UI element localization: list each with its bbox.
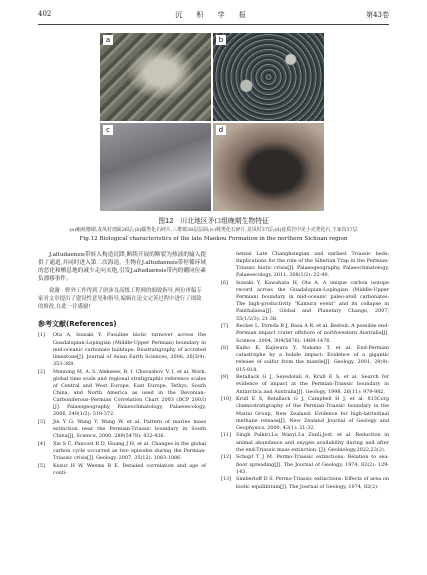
header-rule xyxy=(38,24,389,25)
reference-number: [13] xyxy=(221,476,232,483)
reference-item xyxy=(221,454,389,475)
reference-list-right xyxy=(221,280,389,491)
reference-item xyxy=(38,419,206,440)
reference-number: [12] xyxy=(221,454,232,461)
photo-panel-b xyxy=(213,33,324,121)
reference-item xyxy=(38,369,206,419)
panel-label-a: a xyxy=(103,35,113,45)
reference-text: Krull E S, Retallack G J, Campbell H J, et al. δ13Corg chemostratigraphy of the Permian-Triassic boundary in the Maitai Group, New Zealand: Evidence for high-latitudinal methane release[J]. New Zealand Journal of Geology and Geophysics, 2000, 43(1): 21-32. xyxy=(236,396,389,431)
reference-list-left xyxy=(38,332,206,477)
reference-text: Singh Palkiri,Lu Wanyi,Lu Zunli,Jost, et al. Reduction in animal abundance and oxygen availability during and after the end-Triassic mass extinction. [J]. Geobiology,2022,23(2). xyxy=(236,432,389,453)
panel-label-d: d xyxy=(216,125,226,135)
reference-number: [2] xyxy=(38,368,45,375)
reference-text: Xie S C, Pancost R D, Huang J H, et al. Changes in the global carbon cycle occurred as two episodes during the Permian-Triassic crisis[J]. Geology, 2007, 35(12): 1083-1086. xyxy=(53,440,206,462)
reference-item xyxy=(221,280,389,323)
reference-text: Kozur H W, Weems R E. Detailed correlation and age of conti- xyxy=(53,462,206,476)
reference-item xyxy=(38,463,206,477)
reference-text: Menning M, A. S. Alekseev, B. I. Chuvashov, V. I, et al. Work, global time scale and regional stratigraphic reference scales of Central and West Europe, East Europe, Tethys, South China, and North America as used in the Devonian–Carboniferous–Permian Correlation Chart 2003 (DCP 2003) [J]. Palaeogeography, Palaeoclimatology, Palaeoecology, 2006, 240(1/2): 318-372. xyxy=(53,368,206,418)
acknowledgment: 致谢 野外工作得到了唐沛良高级工程师的细致指导,两位审稿专家对文章提出了建设性意见和指导,编辑在论文完善过程中进行了细致的修改,在此一并感谢! xyxy=(38,288,202,311)
reference-text: Jin Y G, Wang Y, Wang W, et al. Pattern of marine mass extinction near the Permian-Triassic boundary in South China[J]. Science, 2000, 289(5478): 432-436. xyxy=(53,418,206,440)
reference-continuation: nental Late Changhsingian and earliest Triassic beds: Implications for the role of the Siberian Trap in the Permian-Triassic biotic crisis[J]. Palaeogeography, Palaeoclimatology, Palaeoecology, 2011, 308(1/2): 22-40. xyxy=(236,251,389,279)
figure-12 xyxy=(100,33,324,211)
reference-item xyxy=(221,345,389,373)
reference-number: [7] xyxy=(221,323,228,330)
figure-caption-en: Fig.12 Biological characteristics of the late Maokou Formation in the northern Sichuan region xyxy=(79,236,348,242)
reference-number: [5] xyxy=(38,462,45,469)
reference-item xyxy=(38,332,206,367)
reference-number: [9] xyxy=(221,374,228,381)
volume-label: 第43卷 xyxy=(366,11,389,19)
panel-label-c: c xyxy=(103,125,113,135)
reference-number: [4] xyxy=(38,440,45,447)
reference-number: [10] xyxy=(221,396,232,403)
reference-text: Retallack G J, Seyedolali A, Krull E S, et al. Search for evidence of impact at the Permian-Triassic boundary in Antarctica and Australia[J]. Geology, 1998, 26(11): 979-982. xyxy=(236,374,389,395)
reference-number: [11] xyxy=(221,432,232,439)
reference-item xyxy=(221,396,389,431)
references-heading: 参考文献(References) xyxy=(38,320,117,329)
reference-item xyxy=(38,441,206,462)
reference-number: [3] xyxy=(38,418,45,425)
page-header xyxy=(38,10,389,24)
reference-text: Isozaki Y, Kawahata H, Ota A. A unique carbon isotope record across the Guadalupian-Lopingian (Middle-Upper Permian) boundary in mid-oceanic paleo-atoll carbonates: The high-productivity "Kamura event" and its collapse in Panthalassa[J]. Global and Planetary Change, 2007, 55(1/2/3): 21-38. xyxy=(236,280,389,322)
page-number: 402 xyxy=(38,10,52,18)
reference-item xyxy=(221,476,389,490)
right-column xyxy=(221,251,389,491)
reference-text: Becker L, Poreda R J, Basu A R, et al. Bedout: A possible end-Permian impact crater offshore of northwestern Australia[J]. Science, 2004, 304(5676): 1469-1476. xyxy=(236,323,389,344)
figure-caption-cn: 图12 川北地区矛口组晚期生物特征 xyxy=(158,217,269,225)
journal-title: 沉 积 学 报 xyxy=(175,11,252,19)
reference-text: Ota A, Isozaki Y. Fusuline biotic turnover across the Guadalupian-Lopingian (Middle-Upper Permian) boundary in mid-oceanic carbonate buildups: Biostratigraphy of accreted limestone[J]. Journal of Asian Earth Sciences, 2006, 26(3/4): 353-368. xyxy=(53,332,206,367)
reference-text: Simberloff D S. Permo-Triassic extinctions: Effects of area on biotic equilibrium[J]. The Journal of Geology, 1974, 82(2): xyxy=(236,476,389,490)
photo-panel-c xyxy=(100,123,211,211)
reference-number: [6] xyxy=(221,280,228,287)
reference-text: Kaiho K, Kajiwara Y, Nakano T, et al. End-Permian catastrophe by a bolide impact: Evidence of a gigantic release of sulfur from the mantle[J]. Geology, 2001, 29(9): 815-818. xyxy=(236,345,389,373)
reference-number: [8] xyxy=(221,345,228,352)
reference-item xyxy=(221,432,389,453)
photo-panel-d xyxy=(213,123,324,211)
left-column xyxy=(38,251,206,478)
reference-item xyxy=(221,374,389,395)
panel-label-b: b xyxy=(216,35,226,45)
reference-number: [1] xyxy=(38,332,45,339)
reference-item xyxy=(221,323,389,344)
reference-text: Schopf T J M. Permo-Triassic extinctions: Relation to sea-floor spreading[J]. The Journal of Geology, 1974, 82(2): 129-143. xyxy=(236,454,389,475)
body-paragraph: J.altudaensis带转入构造沉降,断续开展的断裂为热液的输入提供了通道,并同时进入第二次海退。生物在J.altudaensis带停循环域的恶化和栖息地的减少走向灭绝,引发J.altudaensis带内的硼同位素负漂移事件。 xyxy=(38,252,206,283)
figure-caption-sub: (a)瘢痕珊瑚,龙凤村剖面26层;(b)蠕类化石碎片,三堆镇38层层面;(c)蚝类化石碎片,龙凤村37层;(d)硅质岩中见小壳类化石,王家沟37层 xyxy=(69,227,358,233)
photo-panel-a xyxy=(100,33,211,121)
